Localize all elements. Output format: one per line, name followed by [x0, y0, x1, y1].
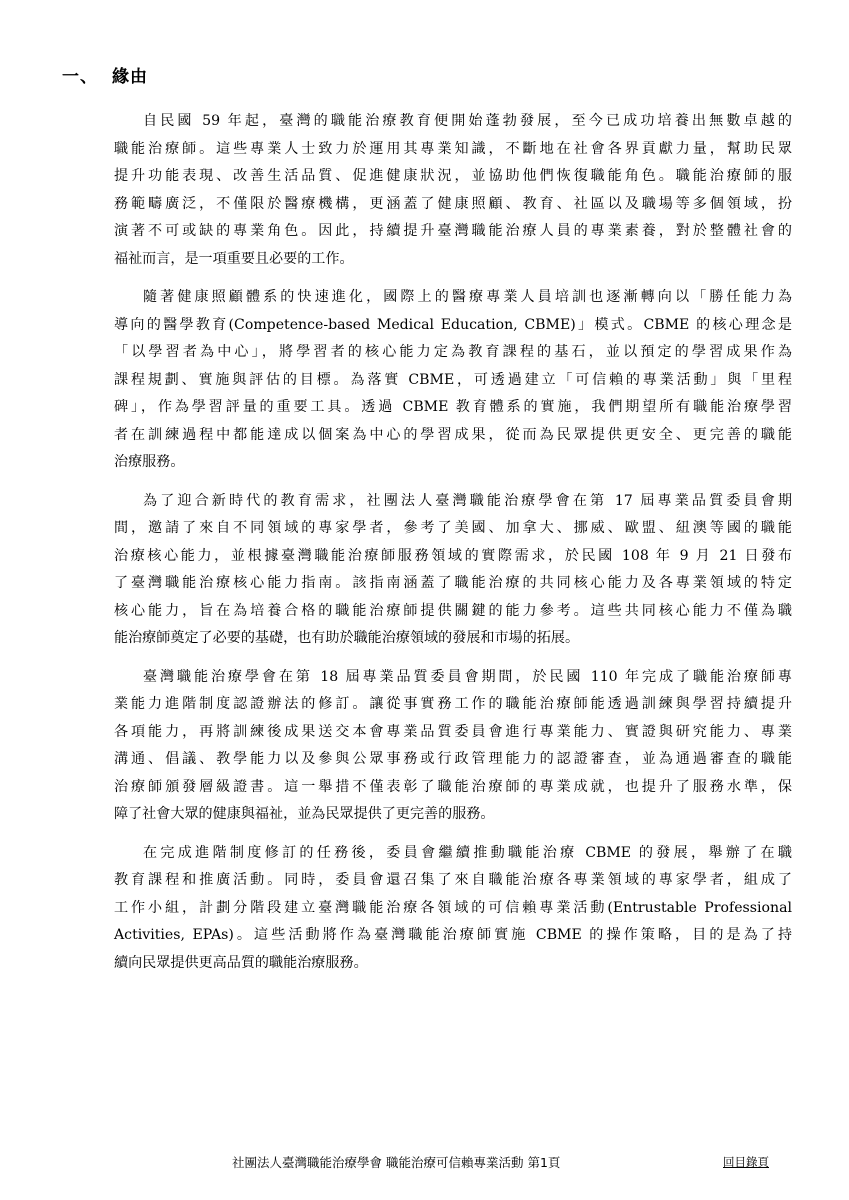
text-line: 各項能力，再將訓練後成果送交本會專業品質委員會進行專業能力、實證與研究能力、專業	[114, 723, 792, 740]
text-line: 隨著健康照顧體系的快速進化，國際上的醫療專業人員培訓也逐漸轉向以「勝任能力為	[143, 289, 792, 305]
back-to-toc-link[interactable]: 回目錄頁	[723, 1155, 769, 1169]
text-line: 治療核心能力，並根據臺灣職能治療師服務領域的實際需求，於民國 108 年 9 月 21 日發布	[114, 547, 792, 564]
text-line: 務範疇廣泛，不僅限於醫療機構，更涵蓋了健康照顧、教育、社區以及職場等多個領域，扮	[114, 195, 792, 212]
text-line: 了臺灣職能治療核心能力指南。該指南涵蓋了職能治療的共同核心能力及各專業領域的特定	[114, 575, 792, 591]
body-text	[114, 108, 792, 988]
text-line: 碑」，作為學習評量的重要工具。透過 CBME 教育體系的實施，我們期望所有職能治療學習	[114, 399, 792, 415]
text-line: 業能力進階制度認證辦法的修訂。讓從事實務工作的職能治療師能透過訓練與學習持續提升	[114, 696, 792, 712]
text-line: 間，邀請了來自不同領域的專家學者，參考了美國、加拿大、挪威、歐盟、紐澳等國的職能	[114, 520, 792, 536]
paragraph-1	[114, 108, 792, 273]
text-line: 溝通、倡議、教學能力以及參與公眾事務或行政管理能力的認證審查，並為通過審查的職能	[114, 751, 792, 767]
text-line: 治療師頒發層級證書。這一舉措不僅表彰了職能治療師的專業成就，也提升了服務水準，保	[114, 778, 792, 795]
text-line: 為了迎合新時代的教育需求，社團法人臺灣職能治療學會在第 17 屆專業品質委員會期	[143, 492, 792, 509]
text-line: 自民國 59 年起，臺灣的職能治療教育便開始蓬勃發展，至今已成功培養出無數卓越的	[143, 113, 792, 129]
text-line: 福祉而言，是一項重要且必要的工作。	[114, 250, 354, 267]
section-title: 緣由	[112, 67, 148, 87]
text-line: 能治療師奠定了必要的基礎，也有助於職能治療領域的發展和市場的拓展。	[114, 630, 580, 646]
text-line: 工作小組，計劃分階段建立臺灣職能治療各領域的可信賴專業活動(Entrustable Professional	[114, 899, 792, 916]
text-line: 教育課程和推廣活動。同時，委員會還召集了來自職能治療各專業領域的專家學者，組成了	[114, 872, 792, 888]
paragraph-2	[114, 284, 792, 477]
paragraph-4	[114, 664, 792, 829]
text-line: 導向的醫學教育(Competence-based Medical Education, CBME)」模式。CBME 的核心理念是	[114, 316, 792, 333]
text-line: 治療服務。	[114, 454, 185, 470]
text-line: 者在訓練過程中都能達成以個案為中心的學習成果，從而為民眾提供更安全、更完善的職能	[114, 426, 792, 443]
text-line: 演著不可或缺的專業角色。因此，持續提升臺灣職能治療人員的專業素養，對於整體社會的	[114, 223, 792, 239]
text-line: 續向民眾提供更高品質的職能治療服務。	[114, 954, 368, 971]
section-heading	[62, 62, 148, 87]
page-footer	[0, 1153, 849, 1173]
text-line: 職能治療師。這些專業人士致力於運用其專業知識，不斷地在社會各界貢獻力量，幫助民眾	[114, 140, 792, 157]
text-line: 臺灣職能治療學會在第 18 屆專業品質委員會期間，於民國 110 年完成了職能治療師專	[143, 668, 792, 685]
paragraph-5	[114, 840, 792, 978]
text-line: 在完成進階制度修訂的任務後，委員會繼續推動職能治療 CBME 的發展，舉辦了在職	[143, 844, 792, 861]
text-line: 課程規劃、實施與評估的目標。為落實 CBME，可透過建立「可信賴的專業活動」與「里程	[114, 371, 792, 388]
text-line: 「以學習者為中心」，將學習者的核心能力定為教育課程的基石，並以預定的學習成果作為	[114, 344, 792, 360]
text-line: Activities, EPAs)。這些活動將作為臺灣職能治療師實施 CBME 的操作策略，目的是為了持	[114, 927, 792, 943]
text-line: 核心能力，旨在為培養合格的職能治療師提供關鍵的能力參考。這些共同核心能力不僅為職	[114, 602, 792, 619]
paragraph-3	[114, 488, 792, 653]
text-line: 障了社會大眾的健康與福祉，並為民眾提供了更完善的服務。	[114, 806, 495, 822]
footer-title: 社團法人臺灣職能治療學會 職能治療可信賴專業活動 第1頁	[232, 1155, 561, 1170]
section-number: 一、	[62, 67, 98, 87]
text-line: 提升功能表現、改善生活品質、促進健康狀況，並協助他們恢復職能角色。職能治療師的服	[114, 168, 792, 184]
